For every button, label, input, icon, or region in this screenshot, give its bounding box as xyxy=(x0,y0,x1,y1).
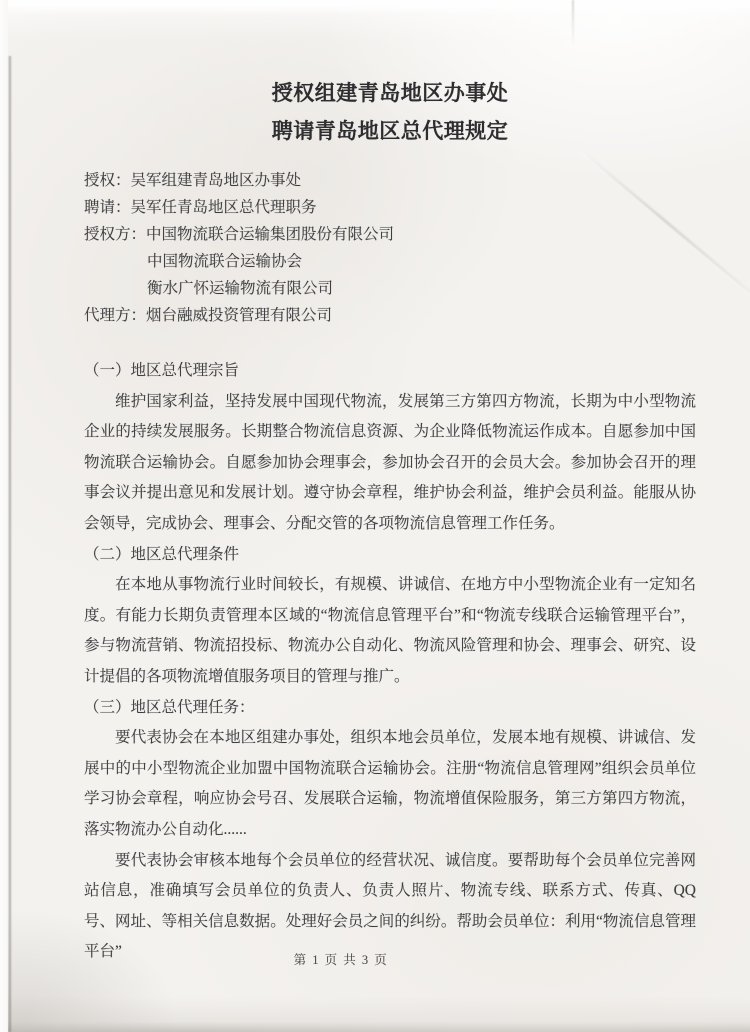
body-paragraph: 要代表协会在本地区组建办事处，组织本地会员单位，发展本地有规模、讲诚信、发展中的中小型物流企业加盟中国物流联合运输协会。注册“物流信息管理网”组织会员单位学习协会章程，响应协会号召、发展联合运输，物流增值保险服务，第三方第四方物流，落实物流办公自动化...... xyxy=(84,729,696,838)
field-label: 代理方： xyxy=(84,307,147,324)
scan-top-edge xyxy=(0,0,750,15)
header-field-row xyxy=(84,248,696,275)
scan-left-shadow xyxy=(8,56,12,1032)
field-label: 授权： xyxy=(84,172,131,189)
field-label: 授权方： xyxy=(84,226,147,243)
header-field-row xyxy=(84,302,696,329)
field-value: 吴军组建青岛地区办事处 xyxy=(130,172,302,189)
header-field-row xyxy=(84,194,696,221)
field-value: 烟台融威投资管理有限公司 xyxy=(146,307,333,324)
header-field-row xyxy=(84,275,696,302)
page-number-footer: 第 1 页 共 3 页 xyxy=(293,953,389,967)
field-value: 吴军任青岛地区总代理职务 xyxy=(130,199,317,216)
field-value: 中国物流联合运输集团股份有限公司 xyxy=(146,226,395,243)
section-heading: （一）地区总代理宗旨 xyxy=(84,362,240,379)
scan-left-edge xyxy=(0,0,8,1032)
header-fields-block xyxy=(84,167,696,329)
document-title-line: 聘请青岛地区总代理规定 xyxy=(271,119,509,143)
field-value: 中国物流联合运输协会 xyxy=(147,253,303,270)
field-label: 聘请： xyxy=(84,199,131,216)
document-title-line: 授权组建青岛地区办事处 xyxy=(271,81,509,105)
field-value: 衡水广怀运输物流有限公司 xyxy=(147,280,334,297)
document-content xyxy=(84,74,696,968)
header-field-row xyxy=(84,167,696,194)
section-heading: （二）地区总代理条件 xyxy=(84,545,240,563)
paper-crease-top xyxy=(572,0,574,46)
body-paragraph: 维护国家利益，坚持发展中国现代物流，发展第三方第四方物流，长期为中小型物流企业的持续发展服务。长期整合物流信息资源、为企业降低物流运作成本。自愿参加中国物流联合运输协会。自愿参加协会理事会，参加协会召开的会员大会。参加协会召开的理事会议并提出意见和发展计划。遵守协会章程，维护协会利益，维护会员利益。能服从协会领导，完成协会、理事会、分配交管的各项物流信息管理工作任务。 xyxy=(84,392,696,532)
document-title xyxy=(84,74,696,150)
body-paragraph: 在本地从事物流行业时间较长，有规模、讲诚信、在地方中小型物流企业有一定知名度。有能力长期负责管理本区域的“物流信息管理平台”和“物流专线联合运输管理平台”，参与物流营销、物流招投标、物流办公自动化、物流风险管理和协会、理事会、研究、设计提倡的各项物流增值服务项目的管理与推广。 xyxy=(84,576,696,685)
section-heading: （三）地区总代理任务： xyxy=(84,698,255,716)
document-body xyxy=(84,356,696,968)
header-field-row xyxy=(84,221,696,248)
body-paragraph: 要代表协会审核本地每个会员单位的经营状况、诚信度。要帮助每个会员单位完善网站信息，准确填写会员单位的负责人、负责人照片、物流专线、联系方式、传真、QQ 号、网址、等相关信息数据。处理好会员之间的纠纷。帮助会员单位：利用“物流信息管理平台” xyxy=(84,851,696,961)
